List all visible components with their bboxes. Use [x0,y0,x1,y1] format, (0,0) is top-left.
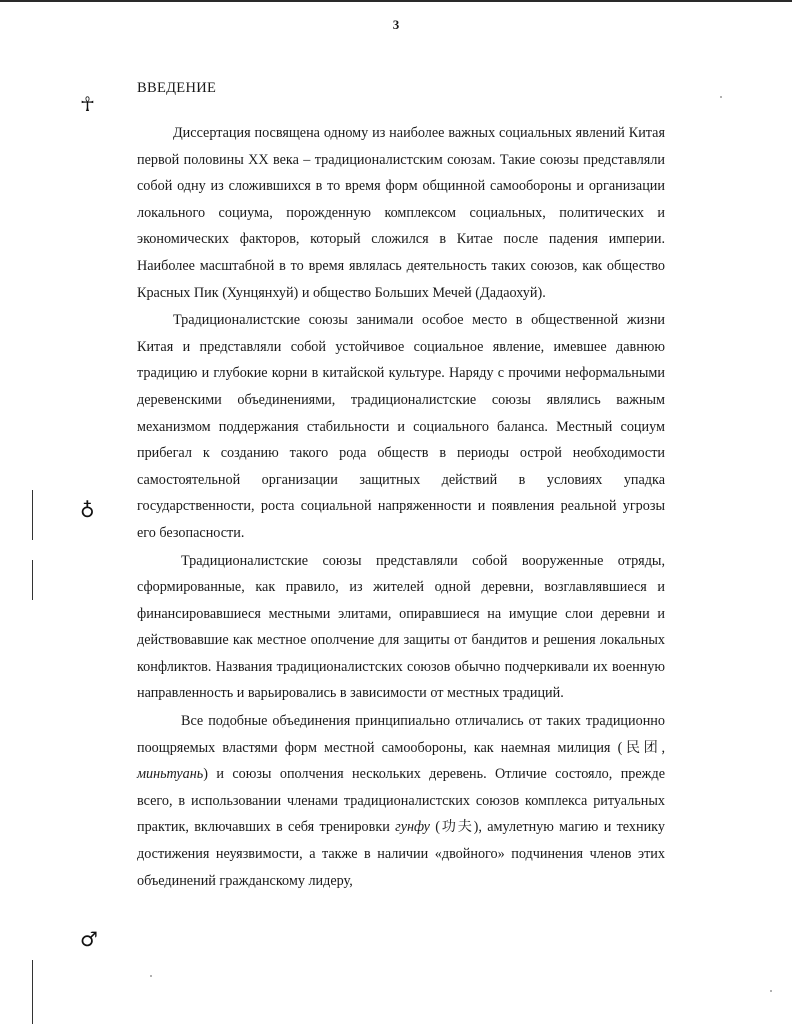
page-number: 3 [392,17,400,32]
separator: , [661,739,665,756]
paragraph: Традиционалистские союзы занимали особое место в общественной жизни Китая и представляли собой устойчивое социальное явление, имевшее давнюю традицию и глубокие корни в китайской культуре. Наряду с прочими неформальными деревенскими объединениями, традиционалистские союзы являлись важным механизмом поддержания стабильности и социального баланса. Местный социум прибегал к созданию такого рода обществ в периоды острой необходимости самостоятельной организации защитных действий в условиях упадка государственности, роста социальной напряженности и появления реальной угрозы его безопасности. [137,312,665,541]
transliterated-term: гунфу [395,819,430,836]
paragraph [137,708,665,894]
paragraph-text: ), амулетную магию и технику достижения неуязвимости, а также в наличии «двойного» подчинения членов этих объединений гражданскому лидеру, [137,819,665,889]
chinese-term: 功夫 [439,819,474,836]
left-scan-mark [32,560,33,600]
left-scan-mark [32,490,33,540]
transliterated-term: миньтуань [137,766,204,783]
left-scan-mark [32,960,33,1024]
scan-speck [150,975,152,977]
margin-symbol-icon: ♂ [80,927,98,951]
paragraph: Традиционалистские союзы представляли собой вооруженные отряды, сформированные, как правило, из жителей одной деревни, возглавлявшиеся и финансировавшиеся местными элитами, опиравшиеся на имущие слои деревни и действовавшие как местное ополчение для защиты от бандитов и решения локальных конфликтов. Названия традиционалистских союзов обычно подчеркивали их военную направленность и варьировались в зависимости от местных традиций. [137,552,665,702]
margin-symbol-icon: ☥ [80,92,95,116]
paragraph-text: ) и союзы ополчения нескольких деревень. Отличие состояло, прежде всего, в использовании членами традиционалистских союзов комплекса ритуальных практик, включавших в себя тренировки [137,766,665,836]
section-heading: ВВЕДЕНИЕ [137,80,217,96]
scan-speck [770,990,772,992]
scan-speck [720,96,722,98]
top-scan-edge [0,0,792,2]
paragraph-text: ( [429,819,440,836]
document-body [137,120,665,894]
margin-symbol-icon: ♁ [80,498,95,522]
paragraph: Диссертация посвящена одному из наиболее важных социальных явлений Китая первой половины XX века – традиционалистским союзам. Такие союзы представляли собой одну из сложившихся в то время форм общинной самообороны и организации локального социума, порожденную комплексом социальных, политических и экономических факторов, который сложился в Китае после падения империи. Наиболее масштабной в то время являлась деятельность таких союзов, как общество Красных Пик (Хунцянхуй) и общество Больших Мечей (Дадаохуй). [137,125,665,301]
chinese-term: 民团 [622,739,662,756]
paragraph-text: Все подобные объединения принципиально отличались от таких традиционно поощряемых властями форм местной самообороны, как наемная милиция ( [137,713,665,756]
